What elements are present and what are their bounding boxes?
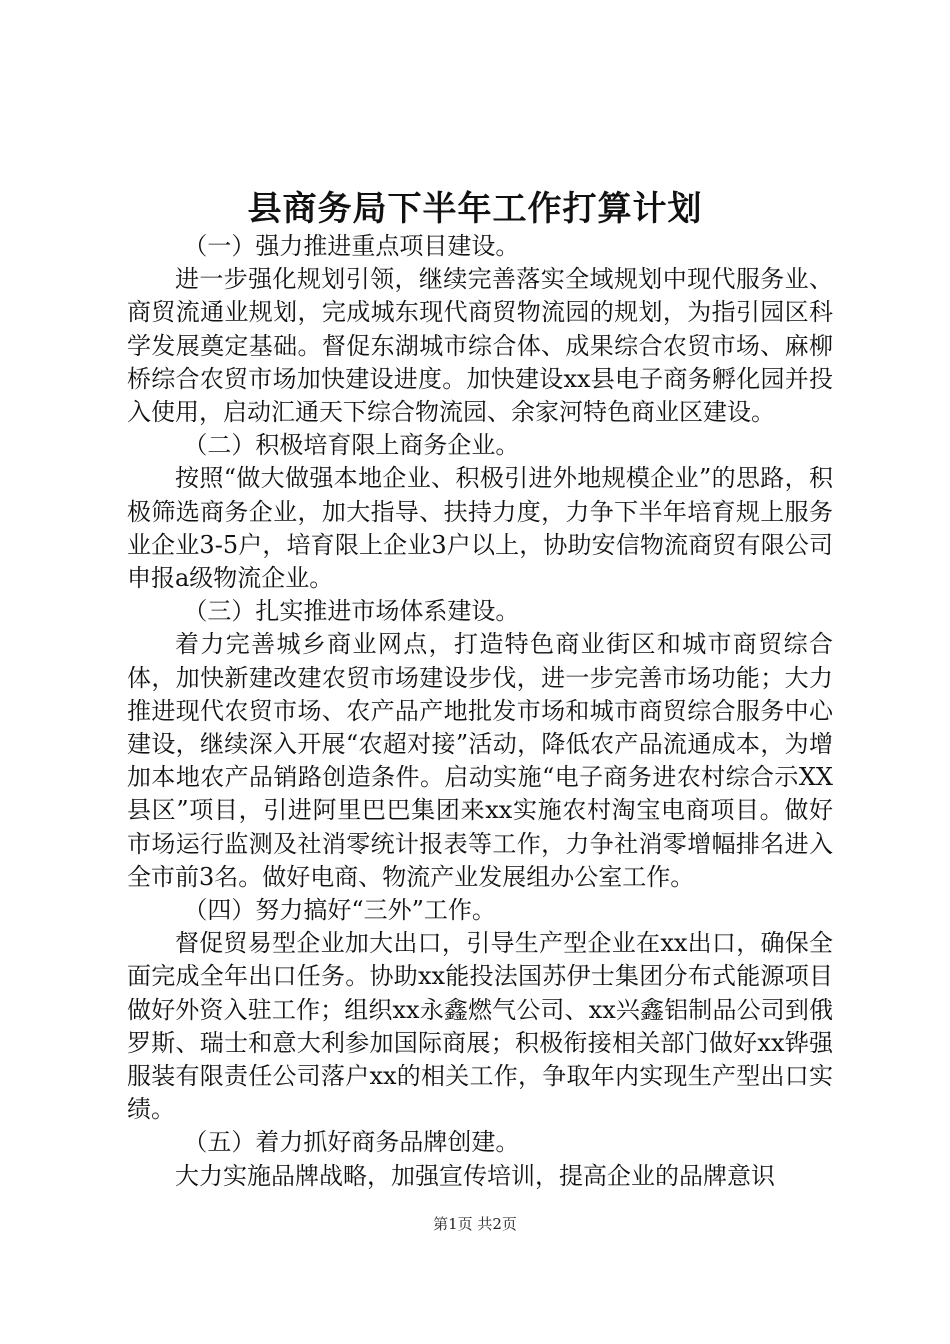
section-paragraph-2: 按照“做大做强本地企业、积极引进外地规模企业”的思路，积极筛选商务企业，加大指导、扶持力度，力争下半年培育规上服务业企业3-5户，培育限上企业3户以上，协助安信物流商贸有限公司申报a级物流企业。 xyxy=(127,464,833,593)
section-heading-4: （四）努力搞好“三外”工作。 xyxy=(183,896,496,925)
section-heading-1: （一）强力推进重点项目建设。 xyxy=(183,232,520,260)
section-heading-2: （二）积极培育限上商务企业。 xyxy=(183,431,520,460)
section-heading-3: （三）扎实推进市场体系建设。 xyxy=(183,597,520,626)
section-paragraph-5: 大力实施品牌战略，加强宣传培训，提高企业的品牌意识 xyxy=(175,1161,775,1190)
document-title: 县商务局下半年工作打算计划 xyxy=(247,189,703,229)
section-paragraph-4: 督促贸易型企业加大出口，引导生产型企业在xx出口，确保全面完成全年出口任务。协助xx能投法国苏伊士集团分布式能源项目做好外资入驻工作；组织xx永鑫燃气公司、xx兴鑫铝制品公司到俄罗斯、瑞士和意大利参加国际商展；积极衔接相关部门做好xx铧强服装有限责任公司落户xx的相关工作，争取年内实现生产型出口实绩。 xyxy=(127,929,833,1124)
section-paragraph-3: 着力完善城乡商业网点，打造特色商业街区和城市商贸综合体，加快新建改建农贸市场建设步伐，进一步完善市场功能；大力推进现代农贸市场、农产品产地批发市场和城市商贸综合服务中心建设，继续深入开展“农超对接”活动，降低农产品流通成本，为增加本地农产品销路创造条件。启动实施“电子商务进农村综合示XX县区”项目，引进阿里巴巴集团来xx实施农村淘宝电商项目。做好市场运行监测及社消零统计报表等工作，力争社消零增幅排名进入全市前3名。做好电商、物流产业发展组办公室工作。 xyxy=(127,630,833,891)
section-heading-5: （五）着力抓好商务品牌创建。 xyxy=(183,1128,520,1157)
section-paragraph-1: 进一步强化规划引领，继续完善落实全域规划中现代服务业、商贸流通业规划，完成城东现代商贸物流园的规划，为指引园区科学发展奠定基础。督促东湖城市综合体、成果综合农贸市场、麻柳桥综合农贸市场加快建设进度。加快建设xx县电子商务孵化园并投入使用，启动汇通天下综合物流园、余家河特色商业区建设。 xyxy=(127,265,833,427)
page-number-footer: 第1页 共2页 xyxy=(433,1215,517,1233)
document-body xyxy=(127,230,833,1193)
